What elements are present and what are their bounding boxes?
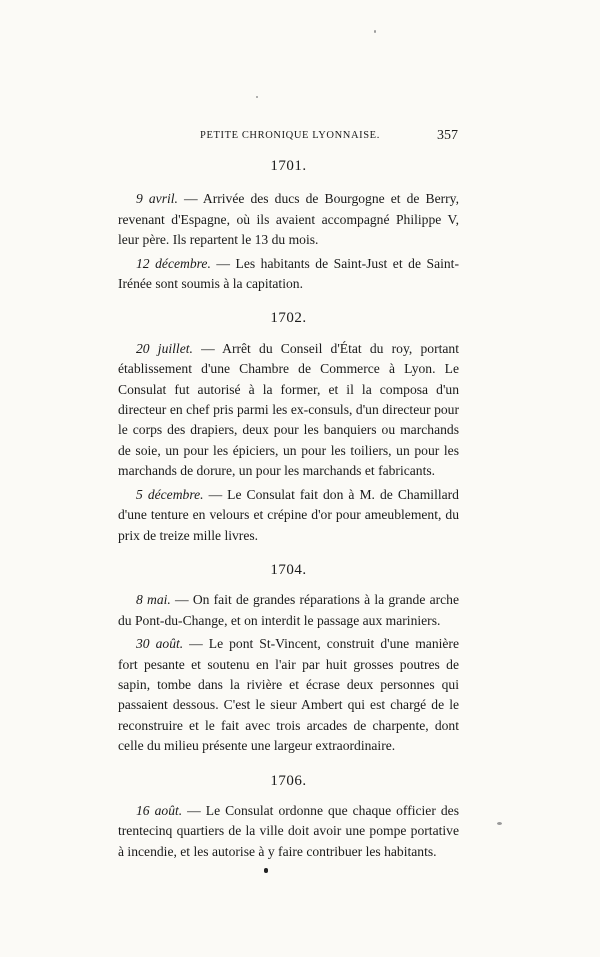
year-section (118, 308, 459, 545)
year-heading: 1702. (270, 310, 307, 327)
entry-text: — Arrêt du Conseil d'État du roy, portant établissement d'une Chambre de Commerce à Lyon. Le Consulat fut autorisé à la former, et il la composa d'un directeur en chef pris parmi les ex-consuls, d'un directeur pour le corps des drapiers, deux pour les banquiers ou marchands de soie, un pour les épiciers, un pour les toiliers, un pour les marchands de dorure, un pour les marchands et fabricants. (118, 340, 459, 479)
entry-text: — Arrivée des ducs de Bourgogne et de Berry, revenant d'Espagne, où ils avaient accompagné Philippe V, leur père. Ils repartent le 13 du mois. (118, 191, 459, 248)
entry-text: — Le Consulat ordonne que chaque officier des trentecinq quartiers de la ville doit avoir une pompe portative à incendie, et les autorise à y faire contribuer les habitants. (118, 802, 459, 859)
chronicle-entry (118, 254, 459, 295)
year-section (118, 560, 459, 757)
entry-date: 16 août. (136, 802, 183, 818)
page-number: 357 (437, 128, 458, 143)
year-section (118, 156, 459, 294)
year-section (118, 771, 459, 863)
entry-text: — On fait de grandes réparations à la grande arche du Pont-du-Change, et on interdit le passage aux mariniers. (118, 592, 460, 628)
year-heading: 1704. (270, 561, 307, 578)
entry-text: — Le Consulat fait don à M. de Chamillard d'une tenture en velours et crépine d'or pour ameublement, du prix de treize mille livres. (118, 486, 459, 543)
entry-date: 5 décembre. (136, 486, 204, 502)
year-heading: 1706. (270, 772, 307, 789)
entry-date: 20 juillet. (136, 340, 193, 356)
entry-date: 30 août. (136, 636, 184, 652)
text-column (118, 156, 459, 876)
chronicle-entry (118, 590, 459, 631)
running-title: PETITE CHRONIQUE LYONNAISE. (200, 130, 380, 141)
chronicle-entry (118, 634, 459, 756)
entry-date: 8 mai. (136, 592, 171, 608)
entry-text: — Le pont St-Vincent, construit d'une manière fort pesante et soutenu en l'air par huit grosses poutres de sapin, tombe dans la rivière et écrase deux personnes qui passaient dessous. C'est le sieur Ambert qui est chargé de le reconstruire et le fait avec trois arcades de charpente, dont celle du milieu présente une largeur extraordinaire. (118, 636, 459, 754)
running-header (118, 130, 458, 152)
chronicle-entry (118, 189, 459, 250)
entry-date: 9 avril. (136, 191, 178, 207)
paper-speck (374, 30, 376, 33)
chronicle-entry (118, 339, 459, 482)
paper-speck (497, 822, 502, 825)
paper-speck (256, 96, 258, 98)
year-heading: 1701. (270, 158, 307, 174)
entry-text: — Les habitants de Saint-Just et de Saint-Irénée sont soumis à la capitation. (118, 255, 459, 292)
entry-date: 12 décembre. (136, 255, 211, 271)
chronicle-entry (118, 801, 459, 862)
chronicle-entry (118, 485, 459, 546)
ink-dot (264, 868, 268, 873)
